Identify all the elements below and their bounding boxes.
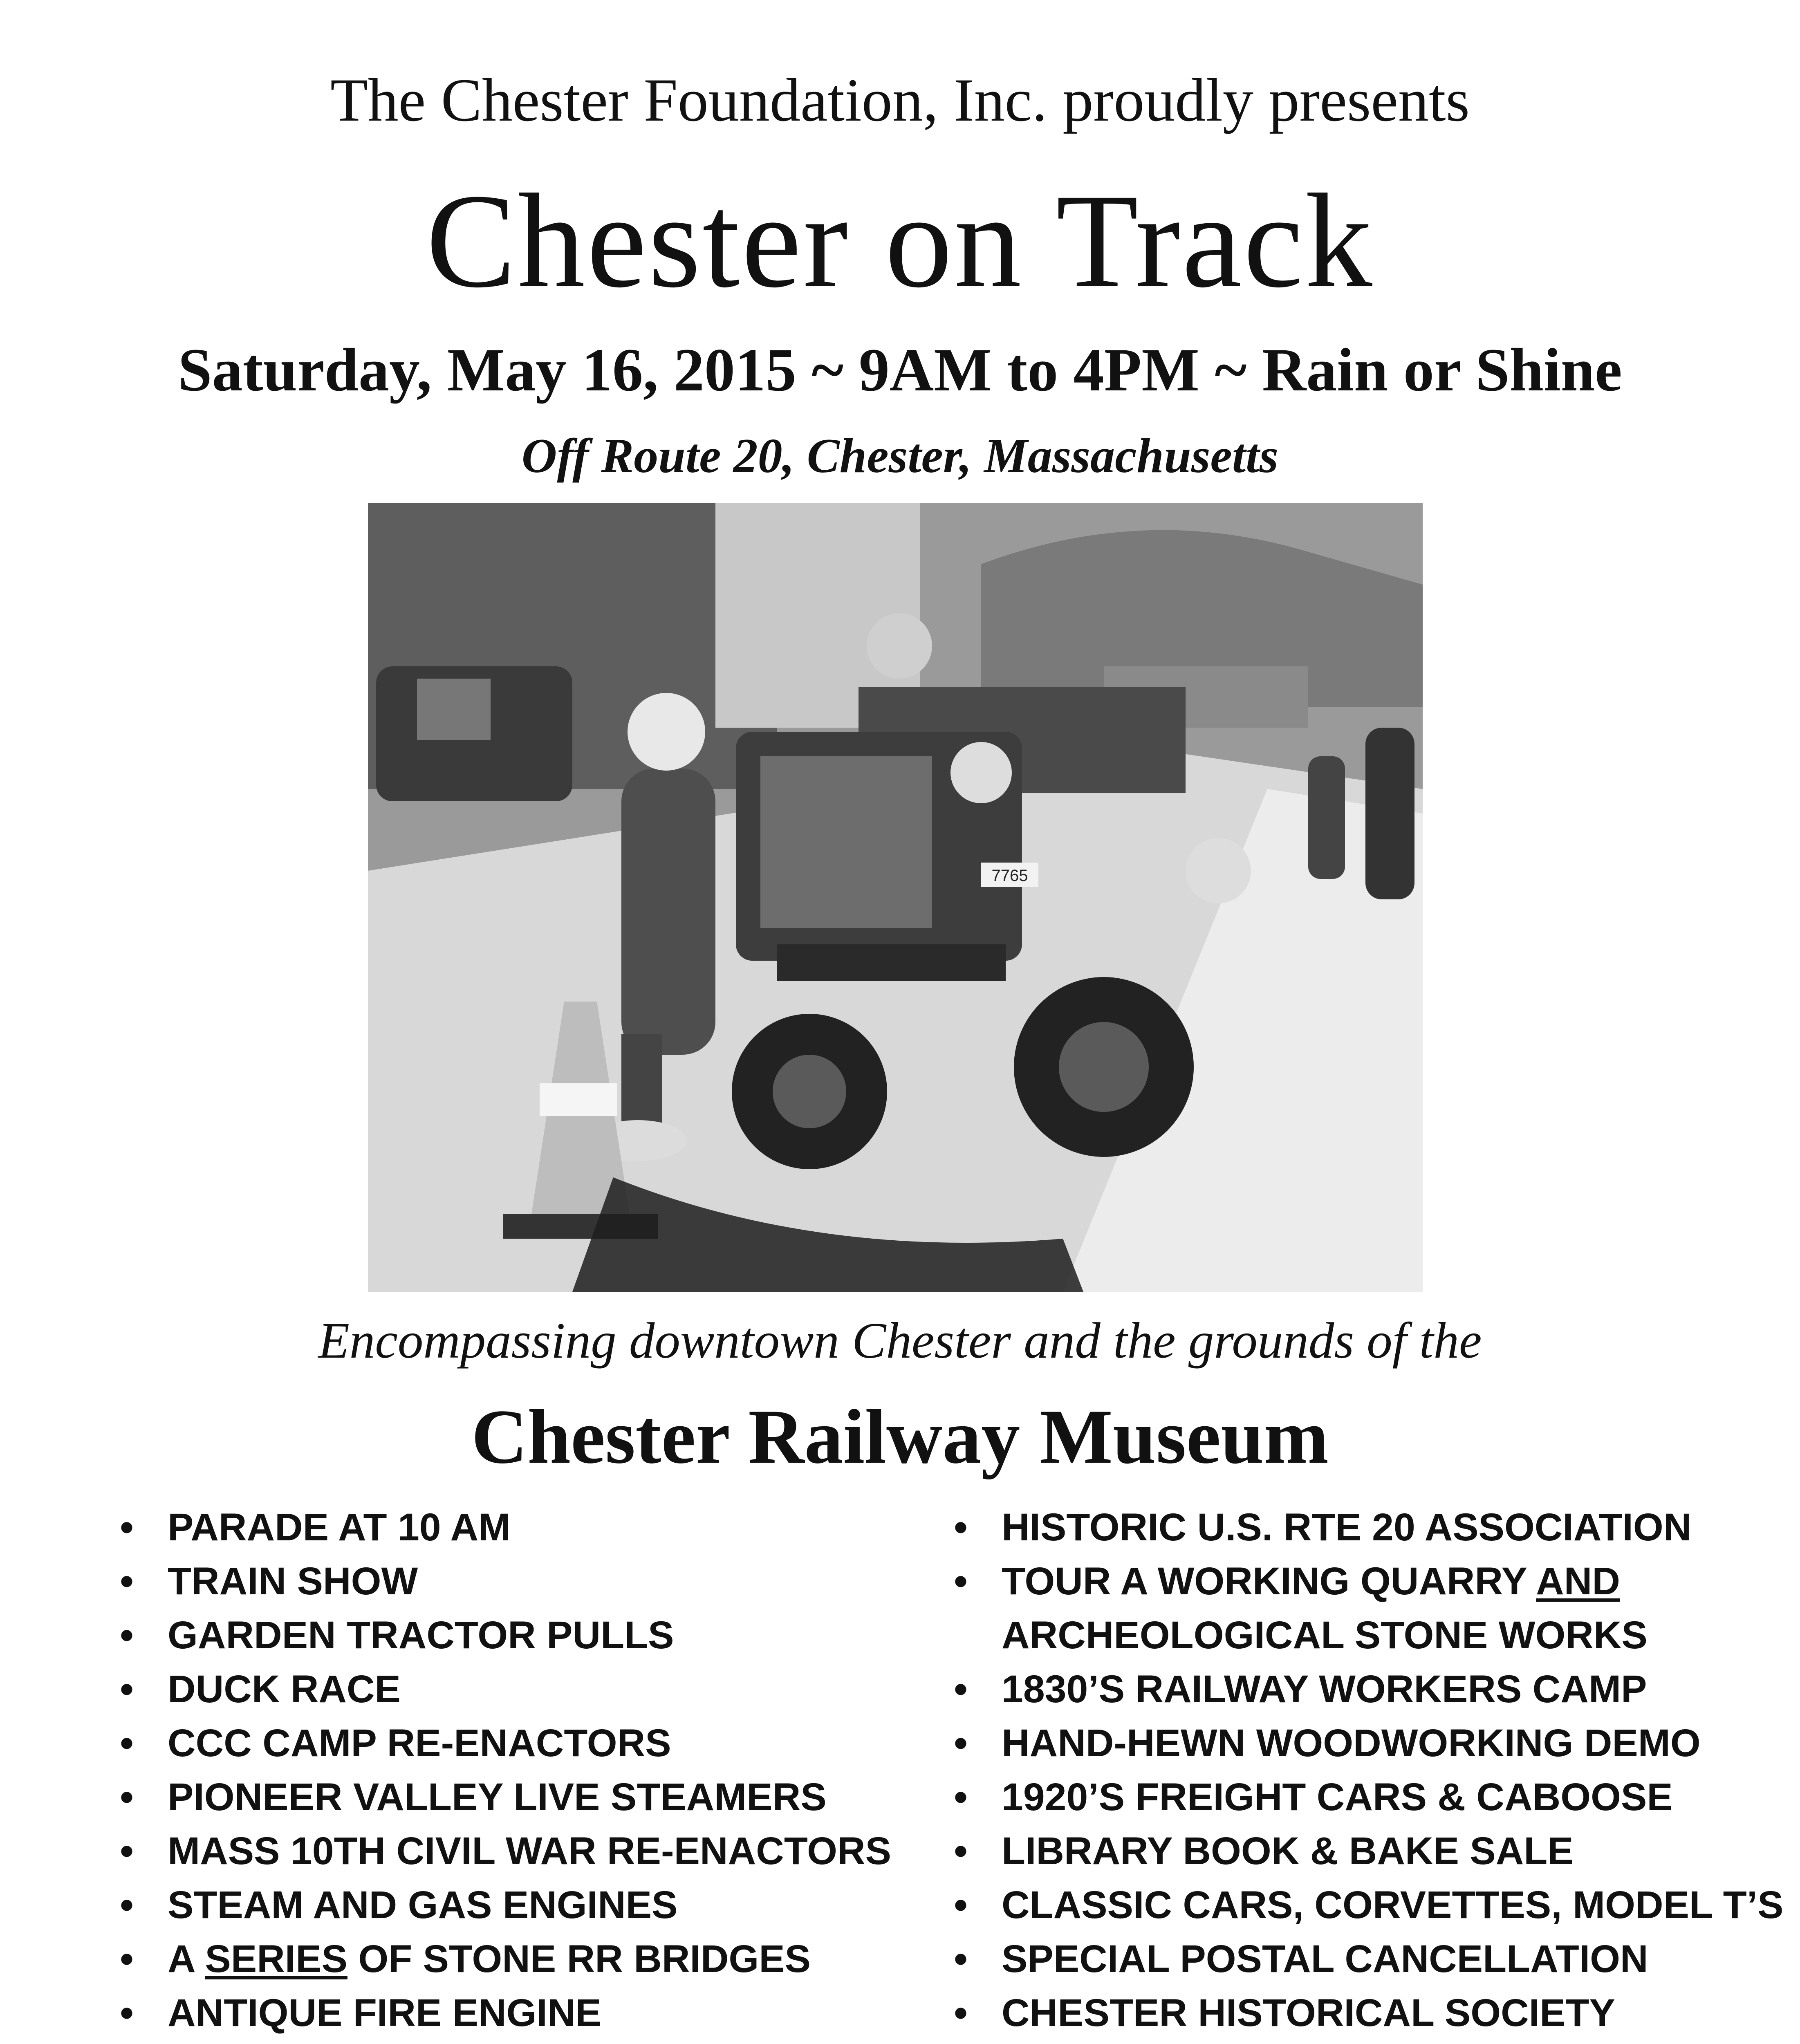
bullet: •: [120, 1937, 134, 1981]
list-item: • 1830’S RAILWAY WORKERS CAMP: [944, 1662, 1784, 1716]
list-item: • GARDEN TRACTOR PULLS: [110, 1608, 934, 1662]
bullet: •: [954, 1560, 968, 1603]
list-item-continuation: ARCHEOLOGICAL STONE WORKS: [1002, 1614, 1648, 1657]
bullet: [944, 2040, 977, 2044]
list-item: • PIONEER VALLEY LIVE STEAMERS: [110, 1770, 934, 1824]
license-plate: 7765: [991, 867, 1028, 885]
event-photo: [368, 503, 1423, 1292]
list-item: • CCC CAMP RE-ENACTORS: [110, 1716, 934, 1770]
list-item: • TRAIN SHOW: [110, 1554, 934, 1608]
list-item: [110, 2040, 934, 2044]
event-title: Chester on Track: [426, 166, 1374, 316]
bullet: •: [954, 1829, 968, 1873]
list-item: [944, 2040, 1784, 2044]
events-list-right: [944, 1500, 1784, 2044]
event-date-line: Saturday, May 16, 2015 ~ 9AM to 4PM ~ Rain or Shine: [178, 336, 1622, 404]
bullet: •: [120, 1560, 134, 1603]
list-item: • PARADE AT 10 AM: [110, 1500, 934, 1554]
bullet: •: [120, 1991, 134, 2035]
presenter-line: The Chester Foundation, Inc. proudly presents: [330, 66, 1470, 134]
list-item: • DUCK RACE: [110, 1662, 934, 1716]
list-item: • SPECIAL POSTAL CANCELLATION: [944, 1932, 1784, 1986]
list-item: • 1920’S FREIGHT CARS & CABOOSE: [944, 1770, 1784, 1824]
bullet: •: [954, 1667, 968, 1711]
list-item: • TOUR A WORKING QUARRY AND: [944, 1554, 1784, 1608]
list-item: • LIBRARY BOOK & BAKE SALE: [944, 1824, 1784, 1878]
bullet: [110, 2040, 143, 2044]
list-item: • HAND-HEWN WOODWORKING DEMO: [944, 1716, 1784, 1770]
list-item: • ANTIQUE FIRE ENGINE: [110, 1986, 934, 2040]
encompassing-text: Encompassing downtown Chester and the grounds of the: [318, 1313, 1482, 1369]
bullet: •: [120, 1506, 134, 1549]
list-item: • CLASSIC CARS, CORVETTES, MODEL T’S: [944, 1878, 1784, 1932]
bullet: •: [954, 1883, 968, 1927]
museum-name: Chester Railway Museum: [471, 1394, 1329, 1480]
bullet: •: [120, 1667, 134, 1711]
list-item: • STEAM AND GAS ENGINES: [110, 1878, 934, 1932]
photo-scene: [368, 503, 1423, 1292]
bullet: •: [954, 1775, 968, 1819]
bullet: •: [120, 1883, 134, 1927]
events-list-left: [110, 1500, 934, 2044]
bullet: •: [954, 1506, 968, 1549]
list-item: • HISTORIC U.S. RTE 20 ASSOCIATION: [944, 1500, 1784, 1554]
bullet: •: [120, 1829, 134, 1873]
bullet: •: [954, 1937, 968, 1981]
list-item: • A SERIES OF STONE RR BRIDGES: [110, 1932, 934, 1986]
bullet: •: [120, 1721, 134, 1765]
bullet: •: [954, 1991, 968, 2035]
bullet: •: [120, 1775, 134, 1819]
event-location: Off Route 20, Chester, Massachusetts: [521, 428, 1279, 483]
list-item: • CHESTER HISTORICAL SOCIETY: [944, 1986, 1784, 2040]
bullet: •: [120, 1614, 134, 1657]
list-item: • MASS 10TH CIVIL WAR RE-ENACTORS: [110, 1824, 934, 1878]
bullet: •: [954, 1721, 968, 1765]
